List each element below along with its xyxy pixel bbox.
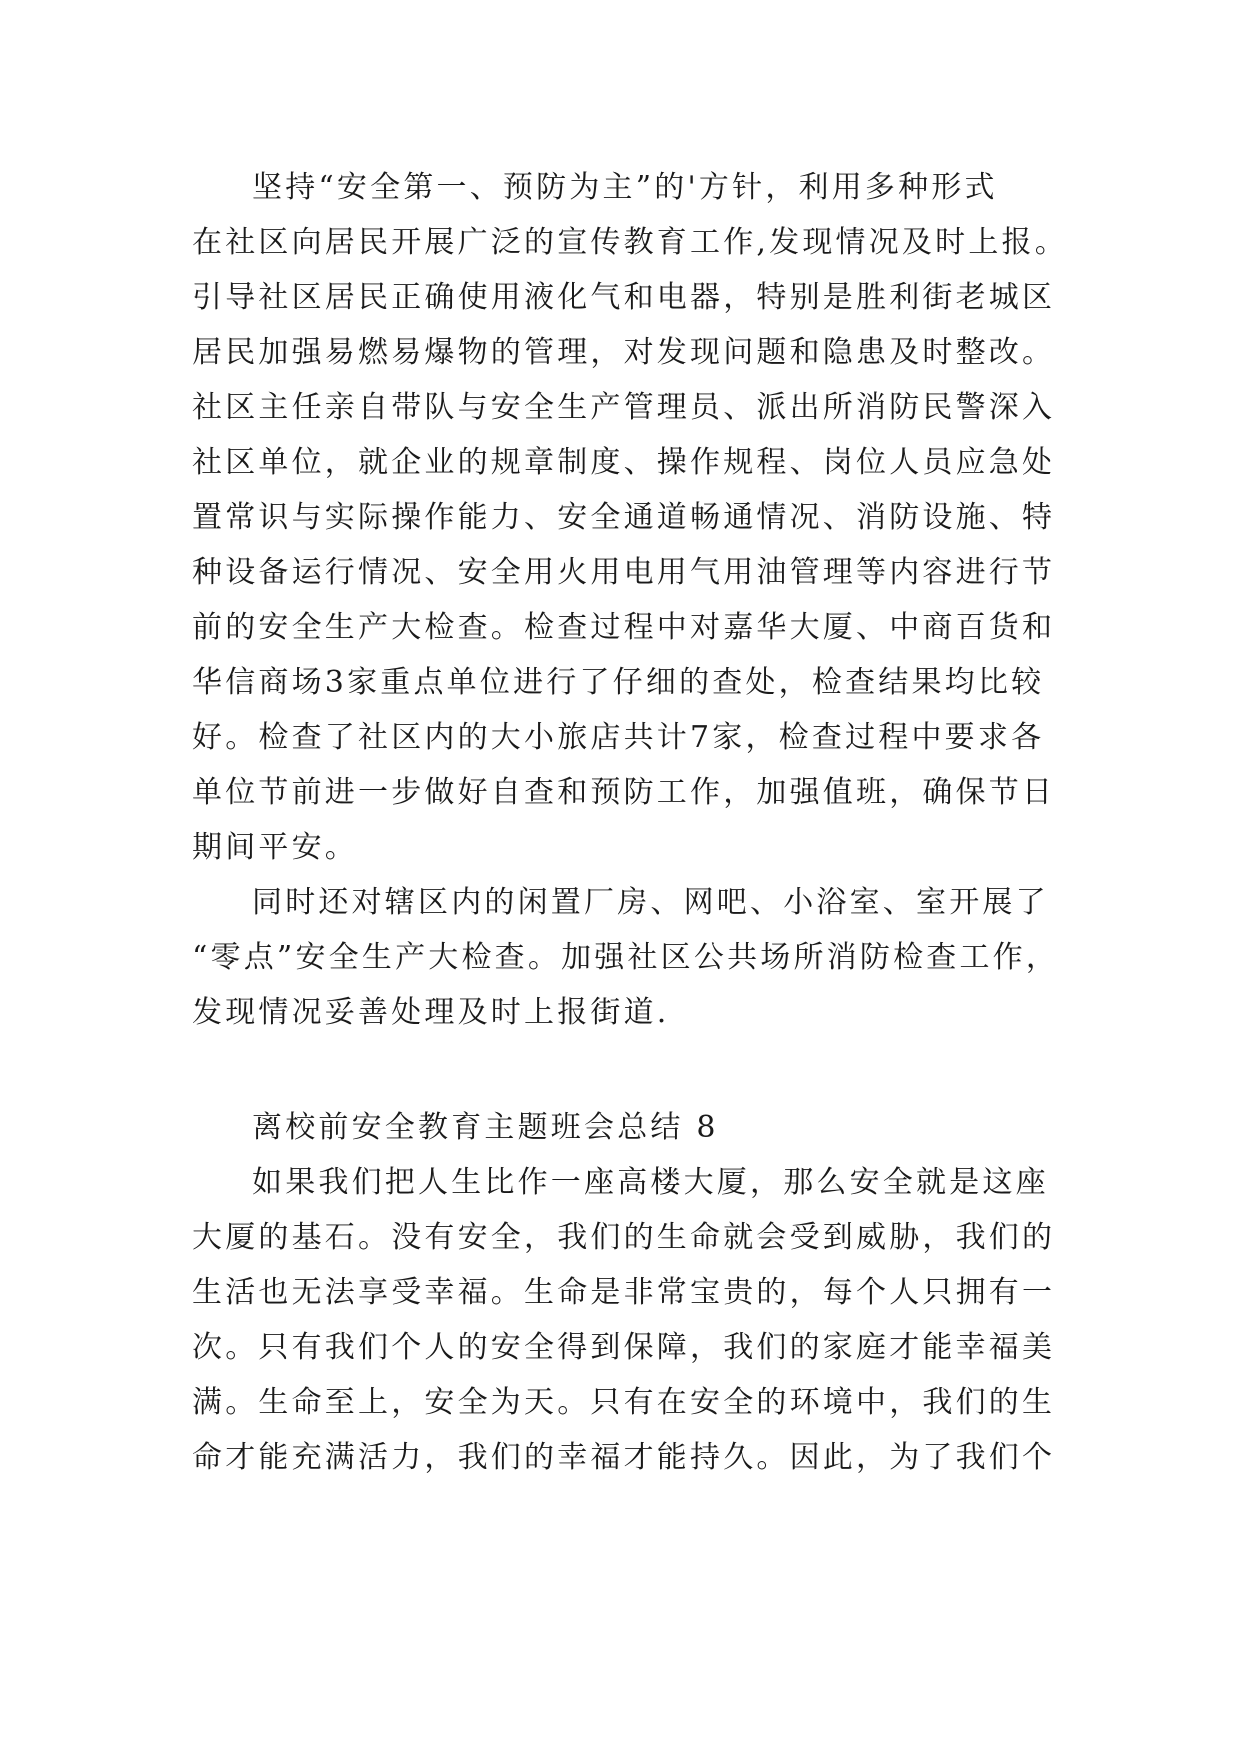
text-line: 生活也无法享受幸福。生命是非常宝贵的，每个人只拥有一 [192, 1275, 1056, 1310]
text-line: “零点”安全生产大检查。加强社区公共场所消防检查工作， [192, 940, 1060, 975]
section-spacer [192, 1040, 1072, 1100]
text-line: 置常识与实际操作能力、安全通道畅通情况、消防设施、特 [192, 500, 1056, 535]
text-line: 前的安全生产大检查。检查过程中对嘉华大厦、中商百货和 [192, 610, 1056, 645]
text-line: 华信商场3家重点单位进行了仔细的查处，检查结果均比较 [192, 665, 1045, 700]
paragraph-safety-foundation [192, 1155, 1072, 1485]
paragraph-zero-hour-check [192, 875, 1072, 1040]
text-line: 次。只有我们个人的安全得到保障，我们的家庭才能幸福美 [192, 1330, 1056, 1365]
text-line: 大厦的基石。没有安全，我们的生命就会受到威胁，我们的 [192, 1220, 1056, 1255]
text-line: 同时还对辖区内的闲置厂房、网吧、小浴室、室开展了 [252, 885, 1049, 920]
paragraph-safety-inspection [192, 160, 1072, 875]
text-line: 引导社区居民正确使用液化气和电器，特别是胜利街老城区 [192, 280, 1056, 315]
text-line: 期间平安。 [192, 830, 358, 865]
text-line: 满。生命至上，安全为天。只有在安全的环境中，我们的生 [192, 1385, 1056, 1420]
text-line: 居民加强易燃易爆物的管理，对发现问题和隐患及时整改。 [192, 335, 1056, 370]
text-line: 如果我们把人生比作一座高楼大厦，那么安全就是这座 [252, 1165, 1049, 1200]
section-heading: 离校前安全教育主题班会总结 8 [252, 1110, 719, 1145]
text-line: 发现情况妥善处理及时上报街道. [192, 995, 670, 1030]
text-line: 好。检查了社区内的大小旅店共计7家，检查过程中要求各 [192, 720, 1045, 755]
document-body [192, 160, 1072, 1485]
text-line: 在社区向居民开展广泛的宣传教育工作,发现情况及时上报。 [192, 225, 1068, 260]
text-line: 社区主任亲自带队与安全生产管理员、派出所消防民警深入 [192, 390, 1056, 425]
text-line: 坚持“安全第一、预防为主”的'方针，利用多种形式 [252, 170, 998, 205]
text-line: 单位节前进一步做好自查和预防工作，加强值班，确保节日 [192, 775, 1056, 810]
text-line: 社区单位，就企业的规章制度、操作规程、岗位人员应急处 [192, 445, 1056, 480]
text-line: 命才能充满活力，我们的幸福才能持久。因此，为了我们个 [192, 1440, 1056, 1475]
text-line: 种设备运行情况、安全用火用电用气用油管理等内容进行节 [192, 555, 1056, 590]
